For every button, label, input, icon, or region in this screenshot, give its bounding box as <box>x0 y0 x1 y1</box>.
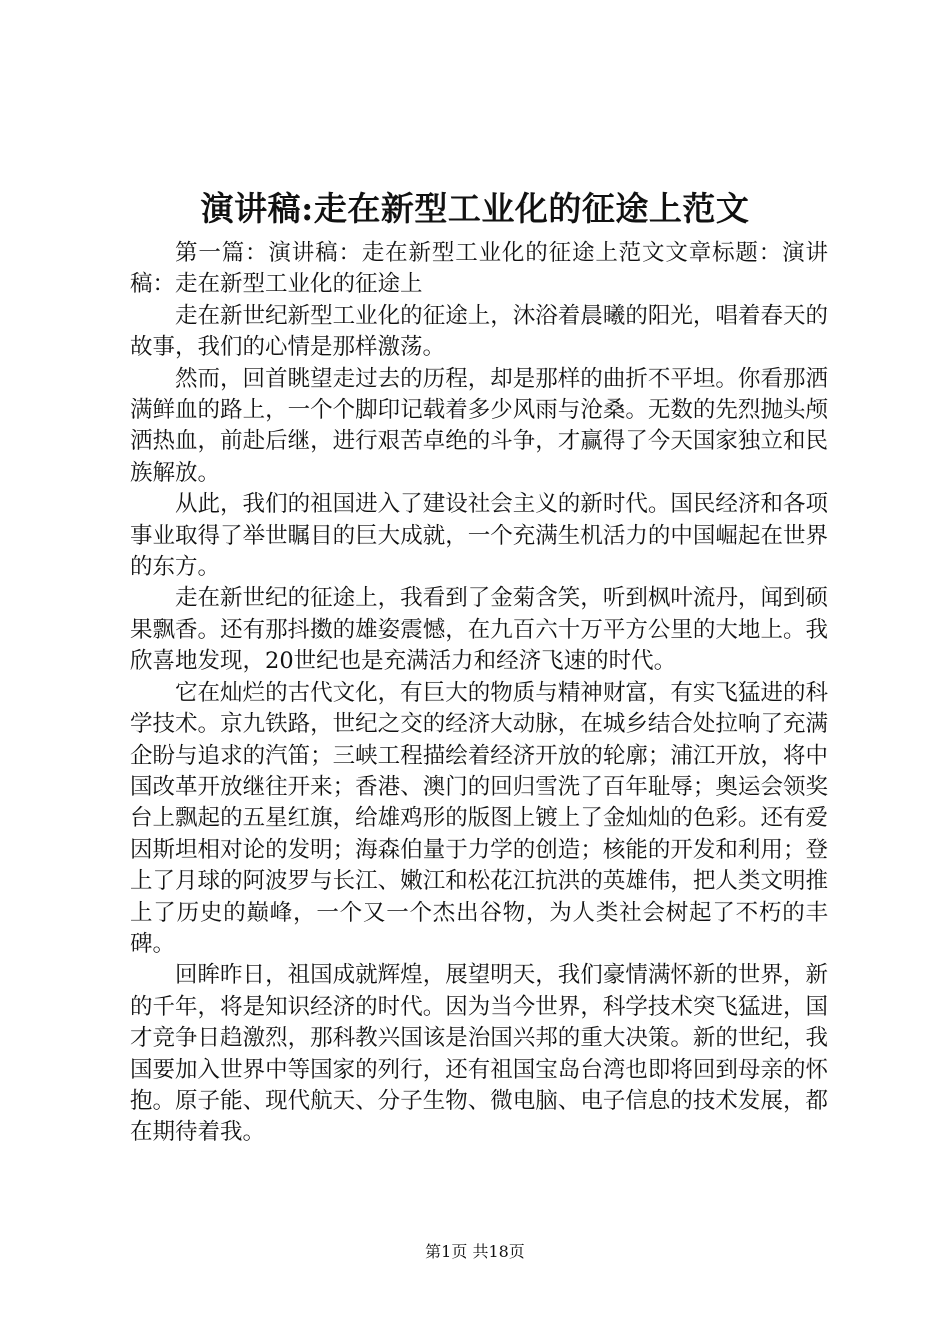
document-body <box>130 238 828 1149</box>
paragraph-1: 第一篇：演讲稿：走在新型工业化的征途上范文文章标题：演讲稿：走在新型工业化的征途上 <box>130 240 828 298</box>
paragraph-2: 走在新世纪新型工业化的征途上，沐浴着晨曦的阳光，唱着春天的故事，我们的心情是那样激荡。 <box>130 302 828 361</box>
paragraph-5: 走在新世纪的征途上，我看到了金菊含笑，听到枫叶流丹，闻到硕果飘香。还有那抖擞的雄姿震憾，在九百六十万平方公里的大地上。我欣喜地发现，20世纪也是充满活力和经济飞速的时代。 <box>130 585 828 675</box>
page-footer: 第1页 共18页 <box>425 1242 525 1261</box>
document-title: 演讲稿:走在新型工业化的征途上范文 <box>200 189 750 228</box>
paragraph-6: 它在灿烂的古代文化，有巨大的物质与精神财富，有实飞猛进的科学技术。京九铁路，世纪之交的经济大动脉，在城乡结合处拉响了充满企盼与追求的汽笛；三峡工程描绘着经济开放的轮廓；浦江开放，将中国改革开放继往开来；香港、澳门的回归雪洗了百年耻辱；奥运会领奖台上飘起的五星红旗，给雄鸡形的版图上镀上了金灿灿的色彩。还有爱因斯坦相对论的发明；海森伯量于力学的创造；核能的开发和利用；登上了月球的阿波罗与长江、嫩江和松花江抗洪的英雄伟，把人类文明推上了历史的巅峰，一个又一个杰出谷物，为人类社会树起了不朽的丰碑。 <box>130 679 828 957</box>
paragraph-3: 然而，回首眺望走过去的历程，却是那样的曲折不平坦。你看那洒满鲜血的路上，一个个脚印记载着多少风雨与沧桑。无数的先烈抛头颅洒热血，前赴后继，进行艰苦卓绝的斗争，才赢得了今天国家独立和民族解放。 <box>130 365 828 486</box>
paragraph-7: 回眸昨日，祖国成就辉煌，展望明天，我们豪情满怀新的世界，新的千年，将是知识经济的时代。因为当今世界，科学技术突飞猛进，国才竞争日趋激烈，那科教兴国该是治国兴邦的重大决策。新的世纪，我国要加入世界中等国家的列行，还有祖国宝岛台湾也即将回到母亲的怀抱。原子能、现代航天、分子生物、微电脑、电子信息的技术发展，都在期待着我。 <box>130 962 828 1146</box>
paragraph-4: 从此，我们的祖国进入了建设社会主义的新时代。国民经济和各项事业取得了举世瞩目的巨大成就，一个充满生机活力的中国崛起在世界的东方。 <box>130 491 828 581</box>
